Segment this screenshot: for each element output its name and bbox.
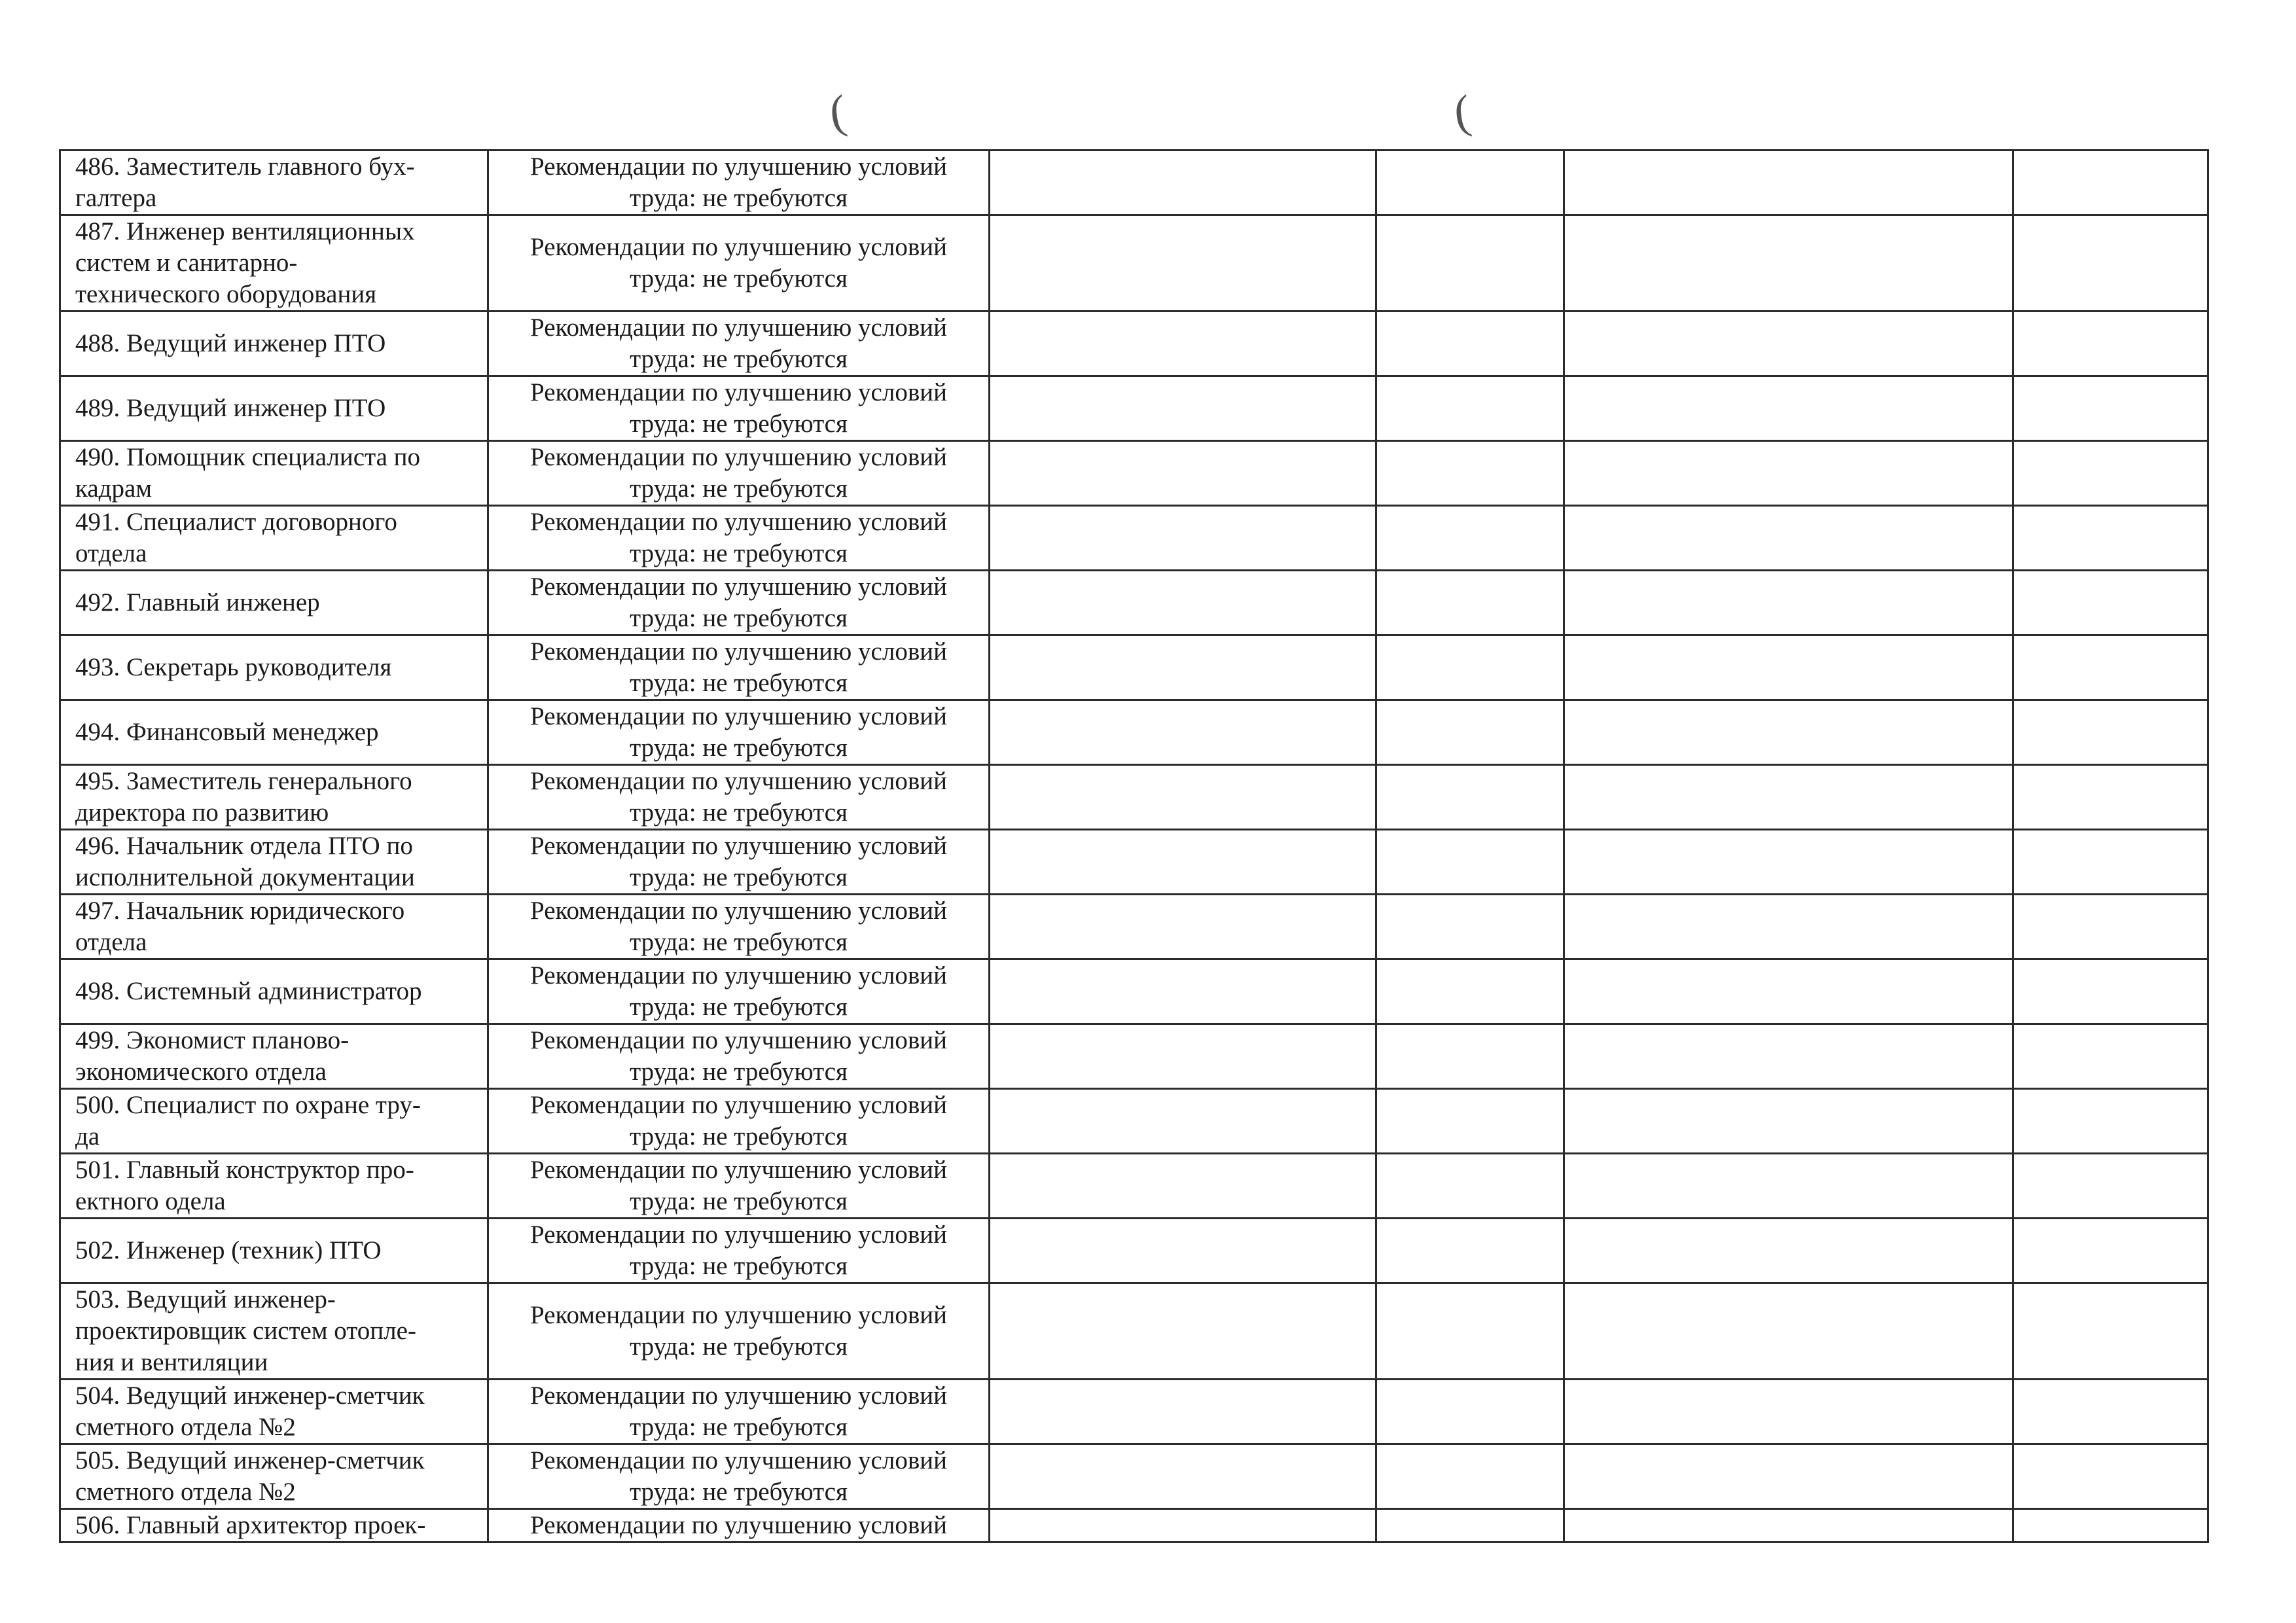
- recommendation-cell: Рекомендации по улучшению условий труда: не требуются: [488, 635, 990, 700]
- empty-cell: [990, 1380, 1376, 1444]
- table-row: [60, 895, 2208, 959]
- empty-cell: [2013, 1283, 2208, 1380]
- position-cell: 489. Ведущий инженер ПТО: [60, 376, 488, 441]
- empty-cell: [1376, 1089, 1564, 1154]
- empty-cell: [1376, 830, 1564, 895]
- position-cell: 492. Главный инженер: [60, 571, 488, 635]
- position-cell: 503. Ведущий инженер- проектировщик систем отопле- ния и вентиляции: [60, 1283, 488, 1380]
- empty-cell: [1376, 151, 1564, 215]
- empty-cell: [990, 830, 1376, 895]
- empty-cell: [1376, 635, 1564, 700]
- recommendation-cell: Рекомендации по улучшению условий: [488, 1509, 990, 1543]
- empty-cell: [2013, 215, 2208, 312]
- table-row: [60, 571, 2208, 635]
- empty-cell: [1564, 1380, 2013, 1444]
- empty-cell: [1376, 571, 1564, 635]
- empty-cell: [2013, 1089, 2208, 1154]
- empty-cell: [990, 215, 1376, 312]
- empty-cell: [990, 1154, 1376, 1219]
- table-row: [60, 215, 2208, 312]
- empty-cell: [1376, 441, 1564, 506]
- empty-cell: [1376, 1219, 1564, 1283]
- empty-cell: [1564, 1444, 2013, 1509]
- empty-cell: [1564, 1024, 2013, 1089]
- recommendation-cell: Рекомендации по улучшению условий труда: не требуются: [488, 1154, 990, 1219]
- table-row: [60, 1219, 2208, 1283]
- empty-cell: [1564, 151, 2013, 215]
- empty-cell: [990, 571, 1376, 635]
- recommendation-cell: Рекомендации по улучшению условий труда: не требуются: [488, 376, 990, 441]
- recommendation-cell: Рекомендации по улучшению условий труда: не требуются: [488, 215, 990, 312]
- empty-cell: [1564, 959, 2013, 1024]
- recommendation-cell: Рекомендации по улучшению условий труда: не требуются: [488, 1089, 990, 1154]
- empty-cell: [1564, 830, 2013, 895]
- empty-cell: [2013, 635, 2208, 700]
- position-cell: 504. Ведущий инженер-сметчик сметного отдела №2: [60, 1380, 488, 1444]
- empty-cell: [1376, 1380, 1564, 1444]
- table-row: [60, 441, 2208, 506]
- empty-cell: [1376, 1509, 1564, 1543]
- empty-cell: [2013, 1380, 2208, 1444]
- empty-cell: [990, 1444, 1376, 1509]
- empty-cell: [1376, 700, 1564, 765]
- recommendation-cell: Рекомендации по улучшению условий труда: не требуются: [488, 312, 990, 376]
- position-cell: 506. Главный архитектор проек-: [60, 1509, 488, 1543]
- empty-cell: [990, 1509, 1376, 1543]
- recommendation-cell: Рекомендации по улучшению условий труда: не требуются: [488, 959, 990, 1024]
- position-cell: 500. Специалист по охране тру- да: [60, 1089, 488, 1154]
- position-cell: 494. Финансовый менеджер: [60, 700, 488, 765]
- empty-cell: [990, 635, 1376, 700]
- position-cell: 493. Секретарь руководителя: [60, 635, 488, 700]
- position-cell: 488. Ведущий инженер ПТО: [60, 312, 488, 376]
- empty-cell: [990, 895, 1376, 959]
- empty-cell: [1564, 700, 2013, 765]
- empty-cell: [2013, 312, 2208, 376]
- empty-cell: [1376, 312, 1564, 376]
- recommendation-cell: Рекомендации по улучшению условий труда: не требуются: [488, 1444, 990, 1509]
- empty-cell: [1564, 1089, 2013, 1154]
- empty-cell: [2013, 441, 2208, 506]
- recommendation-cell: Рекомендации по улучшению условий труда: не требуются: [488, 1219, 990, 1283]
- position-cell: 502. Инженер (техник) ПТО: [60, 1219, 488, 1283]
- table-row: [60, 1024, 2208, 1089]
- table-row: [60, 312, 2208, 376]
- recommendation-cell: Рекомендации по улучшению условий труда: не требуются: [488, 571, 990, 635]
- empty-cell: [1376, 1283, 1564, 1380]
- position-cell: 495. Заместитель генерального директора по развитию: [60, 765, 488, 830]
- empty-cell: [2013, 1219, 2208, 1283]
- empty-cell: [1376, 1444, 1564, 1509]
- empty-cell: [2013, 1024, 2208, 1089]
- empty-cell: [2013, 376, 2208, 441]
- table-body: [60, 151, 2208, 1543]
- empty-cell: [1564, 1509, 2013, 1543]
- scan-artifact-mark: (: [1450, 84, 1474, 139]
- empty-cell: [2013, 1154, 2208, 1219]
- empty-cell: [2013, 765, 2208, 830]
- empty-cell: [1564, 506, 2013, 571]
- recommendation-cell: Рекомендации по улучшению условий труда: не требуются: [488, 151, 990, 215]
- empty-cell: [1376, 215, 1564, 312]
- recommendation-cell: Рекомендации по улучшению условий труда: не требуются: [488, 441, 990, 506]
- empty-cell: [2013, 151, 2208, 215]
- empty-cell: [1564, 441, 2013, 506]
- position-cell: 486. Заместитель главного бух- галтера: [60, 151, 488, 215]
- empty-cell: [1376, 506, 1564, 571]
- table-row: [60, 1380, 2208, 1444]
- empty-cell: [1564, 312, 2013, 376]
- scan-artifact-mark: (: [826, 84, 850, 139]
- recommendation-cell: Рекомендации по улучшению условий труда: не требуются: [488, 1283, 990, 1380]
- table-row: [60, 1509, 2208, 1543]
- table-row: [60, 959, 2208, 1024]
- position-cell: 501. Главный конструктор про- ектного одела: [60, 1154, 488, 1219]
- empty-cell: [2013, 895, 2208, 959]
- empty-cell: [1564, 1154, 2013, 1219]
- recommendation-cell: Рекомендации по улучшению условий труда: не требуются: [488, 700, 990, 765]
- empty-cell: [2013, 830, 2208, 895]
- empty-cell: [990, 376, 1376, 441]
- position-cell: 499. Экономист планово- экономического отдела: [60, 1024, 488, 1089]
- recommendation-cell: Рекомендации по улучшению условий труда: не требуются: [488, 1024, 990, 1089]
- empty-cell: [1564, 571, 2013, 635]
- empty-cell: [1564, 1283, 2013, 1380]
- position-cell: 505. Ведущий инженер-сметчик сметного отдела №2: [60, 1444, 488, 1509]
- table-row: [60, 376, 2208, 441]
- position-cell: 497. Начальник юридического отдела: [60, 895, 488, 959]
- empty-cell: [2013, 959, 2208, 1024]
- empty-cell: [2013, 1509, 2208, 1543]
- empty-cell: [1376, 1154, 1564, 1219]
- empty-cell: [990, 1283, 1376, 1380]
- position-cell: 490. Помощник специалиста по кадрам: [60, 441, 488, 506]
- table-row: [60, 151, 2208, 215]
- empty-cell: [990, 1219, 1376, 1283]
- table-row: [60, 765, 2208, 830]
- table-row: [60, 1444, 2208, 1509]
- table-row: [60, 1283, 2208, 1380]
- table-row: [60, 635, 2208, 700]
- empty-cell: [1376, 959, 1564, 1024]
- empty-cell: [1376, 1024, 1564, 1089]
- table-row: [60, 1154, 2208, 1219]
- empty-cell: [990, 151, 1376, 215]
- empty-cell: [1564, 215, 2013, 312]
- position-cell: 498. Системный администратор: [60, 959, 488, 1024]
- empty-cell: [1564, 1219, 2013, 1283]
- table-row: [60, 700, 2208, 765]
- recommendation-cell: Рекомендации по улучшению условий труда: не требуются: [488, 765, 990, 830]
- table-row: [60, 1089, 2208, 1154]
- recommendation-cell: Рекомендации по улучшению условий труда: не требуются: [488, 830, 990, 895]
- empty-cell: [990, 441, 1376, 506]
- recommendations-table: [59, 149, 2209, 1543]
- empty-cell: [2013, 700, 2208, 765]
- empty-cell: [990, 1089, 1376, 1154]
- recommendation-cell: Рекомендации по улучшению условий труда: не требуются: [488, 895, 990, 959]
- recommendation-cell: Рекомендации по улучшению условий труда: не требуются: [488, 1380, 990, 1444]
- empty-cell: [1376, 765, 1564, 830]
- empty-cell: [990, 700, 1376, 765]
- empty-cell: [2013, 571, 2208, 635]
- empty-cell: [990, 312, 1376, 376]
- empty-cell: [1564, 765, 2013, 830]
- empty-cell: [990, 1024, 1376, 1089]
- empty-cell: [1376, 895, 1564, 959]
- empty-cell: [2013, 1444, 2208, 1509]
- empty-cell: [990, 765, 1376, 830]
- empty-cell: [990, 959, 1376, 1024]
- table-row: [60, 830, 2208, 895]
- empty-cell: [2013, 506, 2208, 571]
- empty-cell: [990, 506, 1376, 571]
- position-cell: 491. Специалист договорного отдела: [60, 506, 488, 571]
- position-cell: 487. Инженер вентиляционных систем и санитарно- технического оборудования: [60, 215, 488, 312]
- empty-cell: [1376, 376, 1564, 441]
- recommendation-cell: Рекомендации по улучшению условий труда: не требуются: [488, 506, 990, 571]
- empty-cell: [1564, 635, 2013, 700]
- empty-cell: [1564, 895, 2013, 959]
- position-cell: 496. Начальник отдела ПТО по исполнительной документации: [60, 830, 488, 895]
- empty-cell: [1564, 376, 2013, 441]
- table-row: [60, 506, 2208, 571]
